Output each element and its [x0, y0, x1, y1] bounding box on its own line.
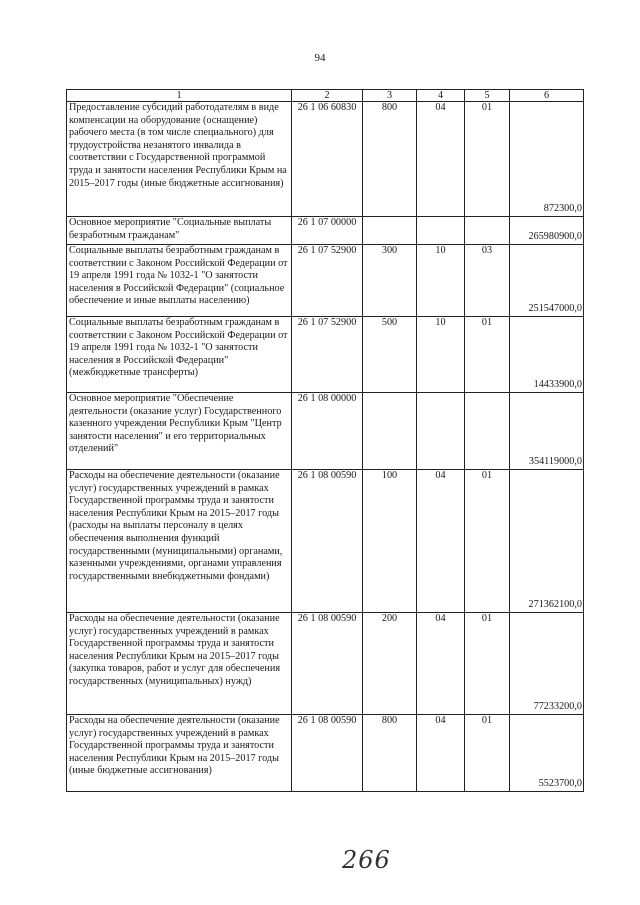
row-rz: 04: [417, 102, 465, 217]
row-vr: 200: [363, 613, 417, 715]
row-vr: 300: [363, 245, 417, 317]
column-header: 5: [465, 90, 510, 102]
table-row: [67, 613, 584, 715]
handwritten-page-note: 266: [342, 846, 391, 874]
row-vr: 100: [363, 470, 417, 613]
row-code: 26 1 08 00000: [292, 393, 363, 470]
table-row: [67, 715, 584, 792]
row-rz: [417, 217, 465, 245]
table-header-row: [67, 90, 584, 102]
column-header: 3: [363, 90, 417, 102]
row-description: Социальные выплаты безработным гражданам в соответствии с Законом Российской Федерации от 19 апреля 1991 года № 1032-1 "О занятости населения в Российской Федерации" (социальное обеспечение и иные выплаты населению): [67, 245, 292, 317]
row-vr: [363, 393, 417, 470]
row-pr: 03: [465, 245, 510, 317]
row-amount: 872300,0: [510, 102, 584, 217]
row-rz: 10: [417, 317, 465, 393]
row-description: Расходы на обеспечение деятельности (оказание услуг) государственных учреждений в рамках Государственной программы труда и занятости населения Республики Крым на 2015–2017 годы (иные бюджетные ассигнования): [67, 715, 292, 792]
column-header: 2: [292, 90, 363, 102]
row-amount: 5523700,0: [510, 715, 584, 792]
table-row: [67, 102, 584, 217]
table-row: [67, 217, 584, 245]
row-description: Основное мероприятие "Социальные выплаты безработным гражданам": [67, 217, 292, 245]
column-header: 1: [67, 90, 292, 102]
table-row: [67, 470, 584, 613]
row-description: Предоставление субсидий работодателям в виде компенсации на оборудование (оснащение) рабочего места (в том числе специального) для трудоустройства незанятого инвалида в соответствии с Государственной программой труда и занятости населения Республики Крым на 2015–2017 годы (иные бюджетные ассигнования): [67, 102, 292, 217]
row-code: 26 1 07 00000: [292, 217, 363, 245]
table-row: [67, 317, 584, 393]
row-amount: 14433900,0: [510, 317, 584, 393]
row-pr: 01: [465, 613, 510, 715]
row-description: Расходы на обеспечение деятельности (оказание услуг) государственных учреждений в рамках Государственной программы труда и занятости населения Республики Крым на 2015–2017 годы (закупка товаров, работ и услуг для обеспечения государственных (муниципальных) нужд): [67, 613, 292, 715]
row-amount: 265980900,0: [510, 217, 584, 245]
budget-table: [66, 89, 584, 792]
row-code: 26 1 07 52900: [292, 317, 363, 393]
table-row: [67, 393, 584, 470]
row-pr: 01: [465, 317, 510, 393]
row-description: Социальные выплаты безработным гражданам в соответствии с Законом Российской Федерации от 19 апреля 1991 года № 1032-1 "О занятости населения в Российской Федерации" (межбюджетные трансферты): [67, 317, 292, 393]
row-description: Основное мероприятие "Обеспечение деятельности (оказание услуг) Государственного казенного учреждения Республики Крым "Центр занятости населения" и его территориальных отделений": [67, 393, 292, 470]
table-row: [67, 245, 584, 317]
row-vr: 500: [363, 317, 417, 393]
row-code: 26 1 08 00590: [292, 715, 363, 792]
row-code: 26 1 08 00590: [292, 470, 363, 613]
row-amount: 77233200,0: [510, 613, 584, 715]
row-code: 26 1 08 00590: [292, 613, 363, 715]
column-header: 6: [510, 90, 584, 102]
row-amount: 271362100,0: [510, 470, 584, 613]
row-rz: 04: [417, 715, 465, 792]
row-description: Расходы на обеспечение деятельности (оказание услуг) государственных учреждений в рамках Государственной программы труда и занятости населения Республики Крым на 2015–2017 годы (расходы на выплаты персоналу в целях обеспечения выполнения функций государственными (муниципальными) органами, казенными учреждениями, органами управления государственными внебюджетными фондами): [67, 470, 292, 613]
row-pr: 01: [465, 470, 510, 613]
row-code: 26 1 07 52900: [292, 245, 363, 317]
row-rz: 10: [417, 245, 465, 317]
row-amount: 354119000,0: [510, 393, 584, 470]
row-amount: 251547000,0: [510, 245, 584, 317]
row-vr: 800: [363, 102, 417, 217]
row-vr: 800: [363, 715, 417, 792]
row-rz: [417, 393, 465, 470]
row-pr: [465, 393, 510, 470]
row-pr: [465, 217, 510, 245]
page-number: 94: [314, 52, 326, 64]
row-rz: 04: [417, 613, 465, 715]
row-code: 26 1 06 60830: [292, 102, 363, 217]
row-pr: 01: [465, 715, 510, 792]
row-rz: 04: [417, 470, 465, 613]
row-vr: [363, 217, 417, 245]
column-header: 4: [417, 90, 465, 102]
row-pr: 01: [465, 102, 510, 217]
